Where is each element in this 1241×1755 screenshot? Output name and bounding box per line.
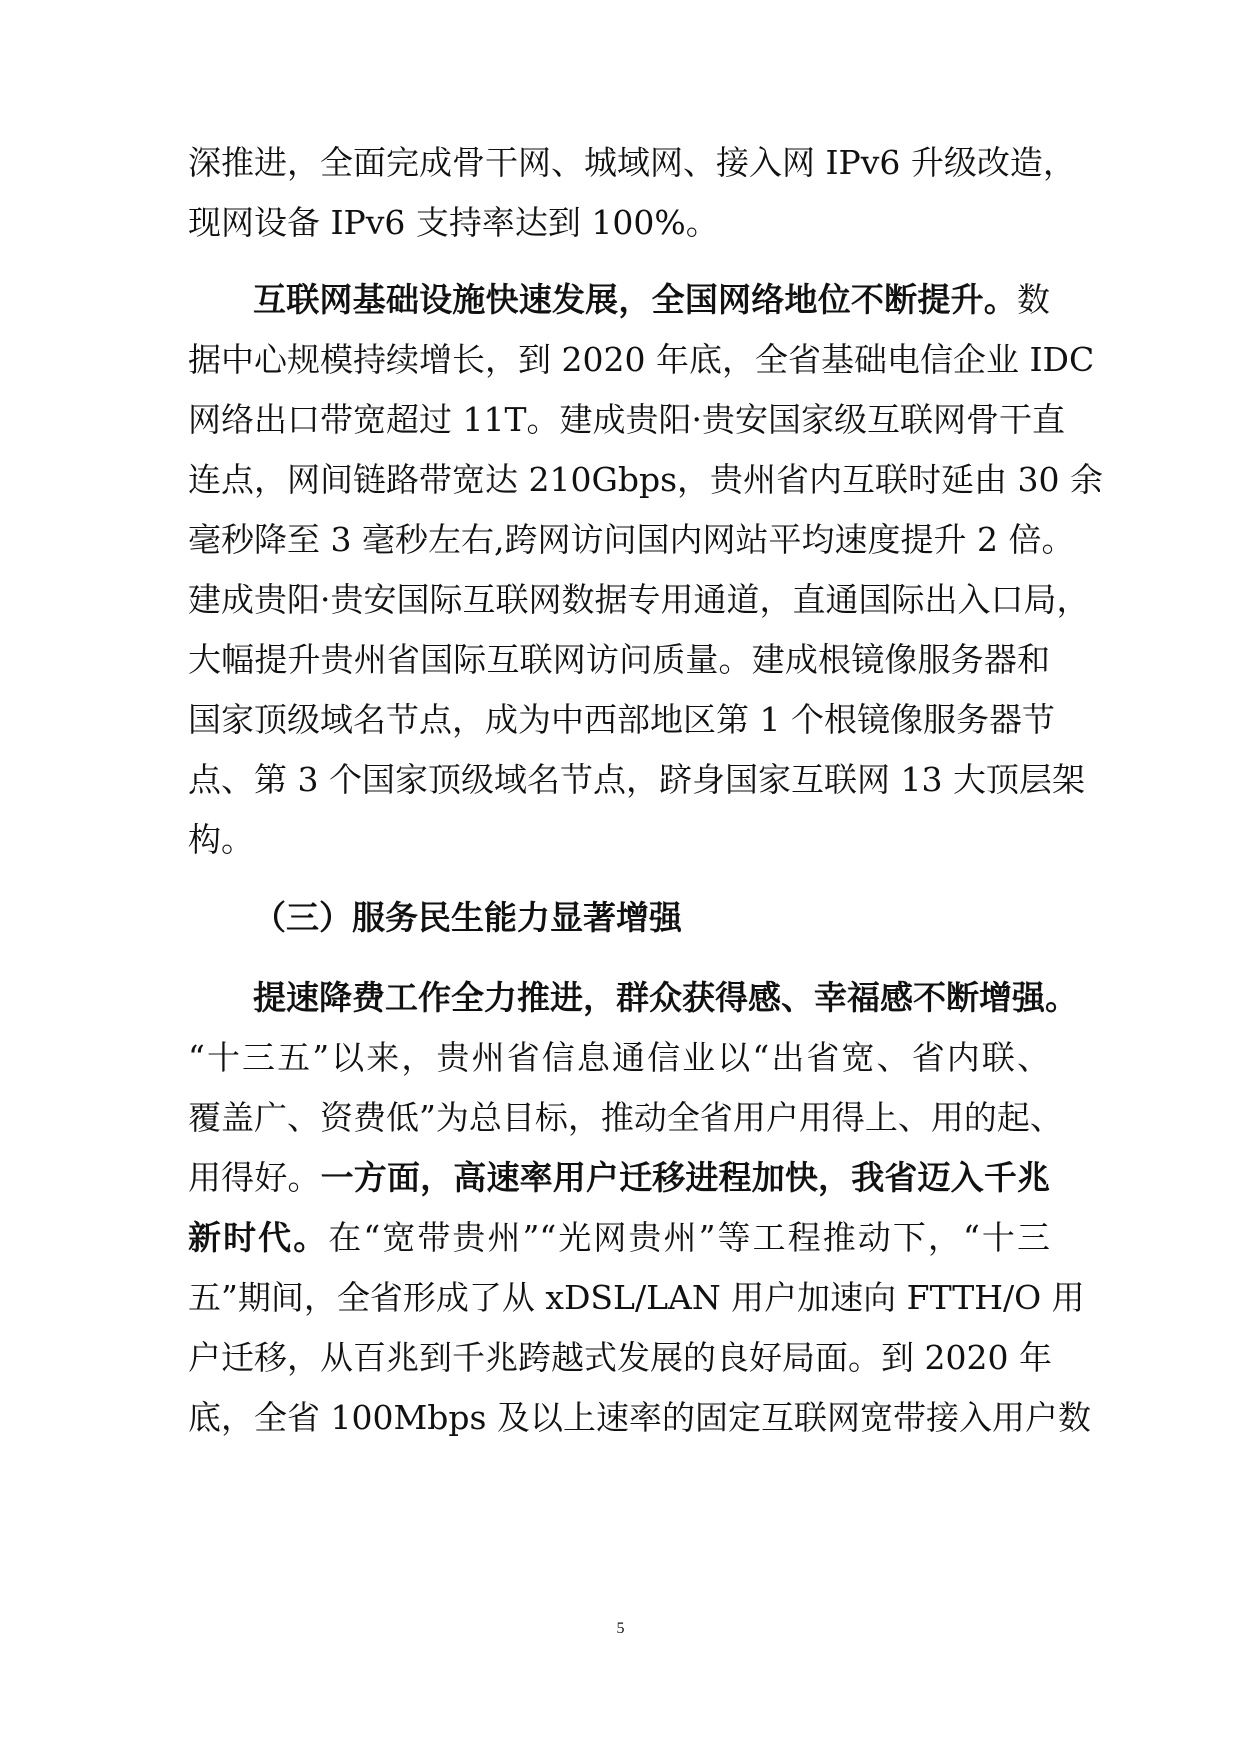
paragraph-2-line-5: 毫秒降至 3 毫秒左右,跨网访问国内网站平均速度提升 2 倍。 [188, 520, 1075, 559]
paragraph-3-lead-bold: 提速降费工作全力推进，群众获得感、幸福感不断增强。 [253, 978, 1078, 1017]
paragraph-2-line-6: 建成贵阳·贵安国际互联网数据专用通道，直通国际出入口局， [188, 580, 1090, 619]
paragraph-3-line-2: “十三五”以来，贵州省信息通信业以“出省宽、省内联、 [188, 1038, 1050, 1077]
page-number: 5 [616, 1620, 625, 1637]
paragraph-3-line-5 [188, 1208, 1050, 1268]
paragraph-3-line-4-bold: 一方面，高速率用户迁移进程加快，我省迈入千兆 [320, 1158, 1051, 1197]
paragraph-3-line-7: 户迁移，从百兆到千兆跨越式发展的良好局面。到 2020 年 [188, 1338, 1052, 1377]
section-heading: （三）服务民生能力显著增强 [253, 898, 682, 937]
paragraph-3-line-8: 底，全省 100Mbps 及以上速率的固定互联网宽带接入用户数 [188, 1398, 1091, 1437]
paragraph-1-line-2: 现网设备 IPv6 支持率达到 100%。 [188, 203, 719, 242]
paragraph-2-line-7: 大幅提升贵州省国际互联网访问质量。建成根镜像服务器和 [188, 640, 1050, 679]
paragraph-1-line-1: 深推进，全面完成骨干网、城域网、接入网 IPv6 升级改造， [188, 143, 1076, 182]
paragraph-2-line-3: 网络出口带宽超过 11T。建成贵阳·贵安国家级互联网骨干直 [188, 400, 1065, 439]
paragraph-2-lead-bold: 互联网基础设施快速发展，全国网络地位不断提升。 [253, 280, 1017, 319]
paragraph-3-line-5-bold: 新时代。 [188, 1218, 329, 1257]
paragraph-3-line-4-plain: 用得好。 [188, 1158, 321, 1197]
paragraph-2-line-10: 构。 [188, 820, 254, 859]
paragraph-2-line-2: 据中心规模持续增长，到 2020 年底，全省基础电信企业 IDC [188, 340, 1095, 379]
paragraph-2-line-1 [253, 270, 1050, 330]
paragraph-3-line-6: 五”期间，全省形成了从 xDSL/LAN 用户加速向 FTTH/O 用 [188, 1278, 1085, 1317]
paragraph-2-line-1-rest: 数 [1017, 280, 1050, 319]
paragraph-3-line-3: 覆盖广、资费低”为总目标，推动全省用户用得上、用的起、 [188, 1098, 1063, 1137]
paragraph-2-line-9: 点、第 3 个国家顶级域名节点，跻身国家互联网 13 大顶层架 [188, 760, 1085, 799]
paragraph-3-line-5-rest: 在“宽带贵州”“光网贵州”等工程推动下，“十三 [328, 1218, 1050, 1257]
paragraph-2-line-4: 连点，网间链路带宽达 210Gbps，贵州省内互联时延由 30 余 [188, 460, 1103, 499]
paragraph-2-line-8: 国家顶级域名节点，成为中西部地区第 1 个根镜像服务器节 [188, 700, 1055, 739]
paragraph-3-line-4 [188, 1148, 1050, 1208]
